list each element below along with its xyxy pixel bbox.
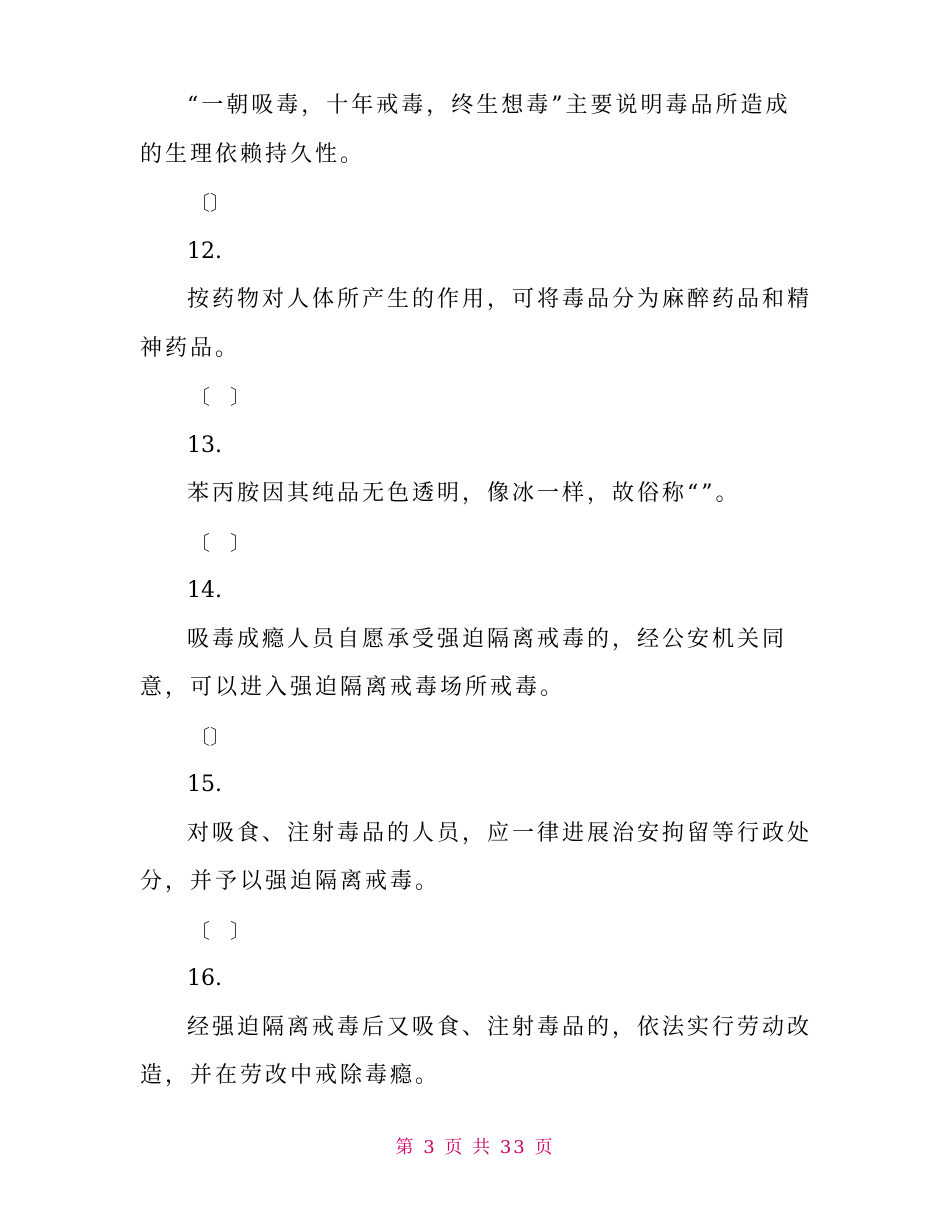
paragraph-line: 苯丙胺因其纯品无色透明，像冰一样，故俗称“”。 (187, 481, 741, 506)
question-number: 13. (187, 432, 222, 458)
paragraph-line: 意，可以进入强迫隔离戒毒场所戒毒。 (140, 675, 566, 700)
page-footer: 第 3 页 共 33 页 (395, 1137, 555, 1158)
answer-bracket: 〔〕 (190, 191, 230, 215)
paragraph-line: 吸毒成瘾人员自愿承受强迫隔离戒毒的，经公安机关同 (187, 626, 788, 652)
question-number: 14. (187, 578, 222, 603)
paragraph-line: 分，并予以强迫隔离戒毒。 (140, 869, 441, 894)
paragraph-line: 按药物对人体所产生的作用，可将毒品分为麻醉药品和精 (187, 287, 813, 312)
question-number: 12. (187, 238, 222, 264)
question-number: 16. (187, 966, 222, 991)
paragraph-line: “一朝吸毒，十年戒毒，终生想毒”主要说明毒品所造成 (187, 93, 791, 118)
question-number: 15. (187, 772, 222, 797)
document-body (140, 82, 813, 1101)
answer-bracket: 〔 〕 (190, 530, 250, 555)
answer-bracket: 〔 〕 (190, 918, 250, 943)
paragraph-line: 经强迫隔离戒毒后又吸食、注射毒品的，依法实行劳动改 (187, 1014, 813, 1040)
answer-bracket: 〔〕 (190, 724, 230, 749)
answer-bracket: 〔 〕 (190, 385, 250, 409)
paragraph-line: 造，并在劳改中戒除毒瘾。 (140, 1063, 441, 1088)
paragraph-line: 对吸食、注射毒品的人员，应一律进展治安拘留等行政处 (187, 820, 813, 846)
paragraph-line: 神药品。 (140, 335, 241, 361)
paragraph-line: 的生理依赖持久性。 (140, 141, 366, 167)
